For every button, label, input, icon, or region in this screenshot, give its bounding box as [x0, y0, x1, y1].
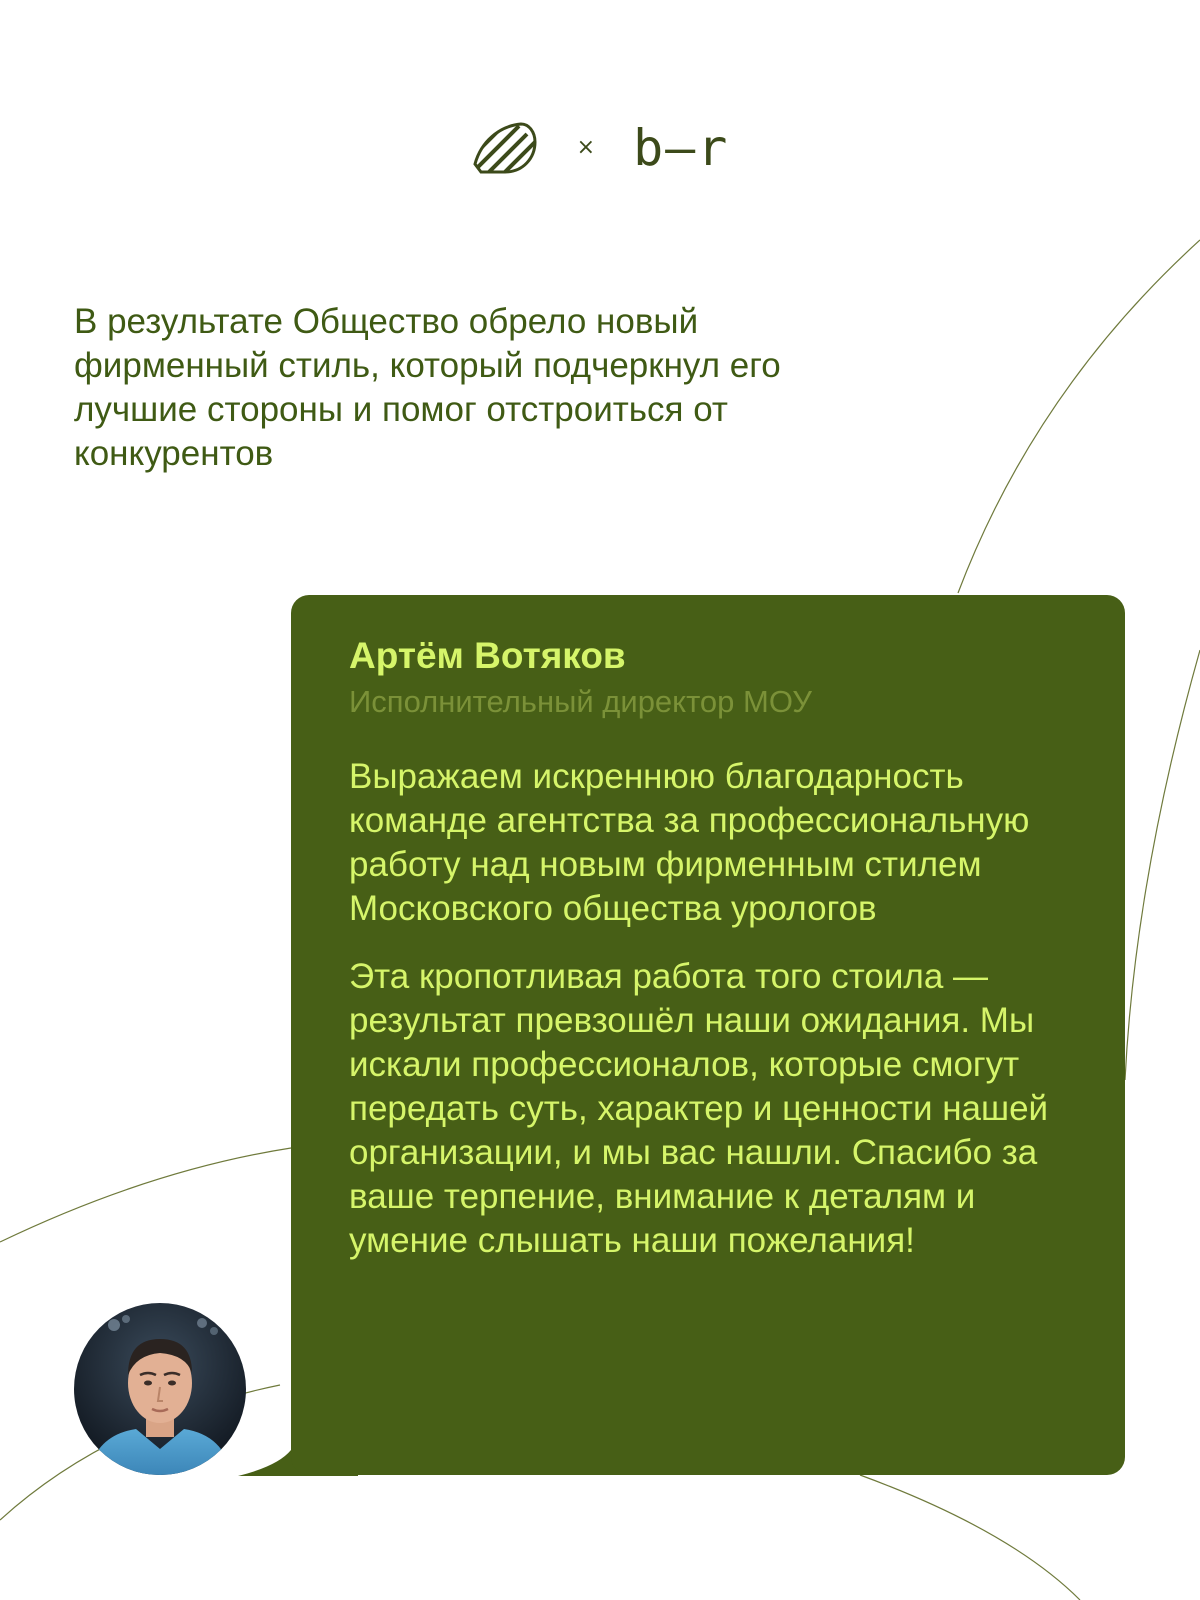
br-agency-logo: b–r [633, 119, 730, 177]
avatar [74, 1303, 246, 1475]
logo-separator: × [576, 135, 596, 160]
curve-bottom-right [860, 1475, 1080, 1600]
quote-paragraph-2: Эта кропотливая работа того стоила — результат превзошёл наши ожидания. Мы искали профессионалов, которые смогут передать суть, характер и ценности нашей организации, и мы вас нашли. Спасибо за ваше терпение, внимание к деталям и умение слышать наши пожелания! [349, 957, 1049, 1260]
mou-logo-icon [471, 118, 541, 178]
person-portrait-icon [74, 1303, 246, 1475]
curve-right-edge [1125, 650, 1200, 1080]
curve-left-middle [0, 1148, 291, 1242]
quote-paragraph-1: Выражаем искреннюю благодарность команде агентства за профессиональную работу над новым фирменным стилем Московского общества урологов [349, 757, 1030, 928]
intro-text: В результате Общество обрело новый фирменный стиль, который подчеркнул его лучшие стороны и помог отстроиться от конкурентов [74, 302, 781, 473]
curve-top-right [958, 240, 1200, 593]
author-name: Артём Вотяков [349, 635, 626, 676]
testimonial-card [291, 595, 1125, 1475]
header-logos [0, 118, 1200, 178]
author-role: Исполнительный директор МОУ [349, 684, 812, 719]
